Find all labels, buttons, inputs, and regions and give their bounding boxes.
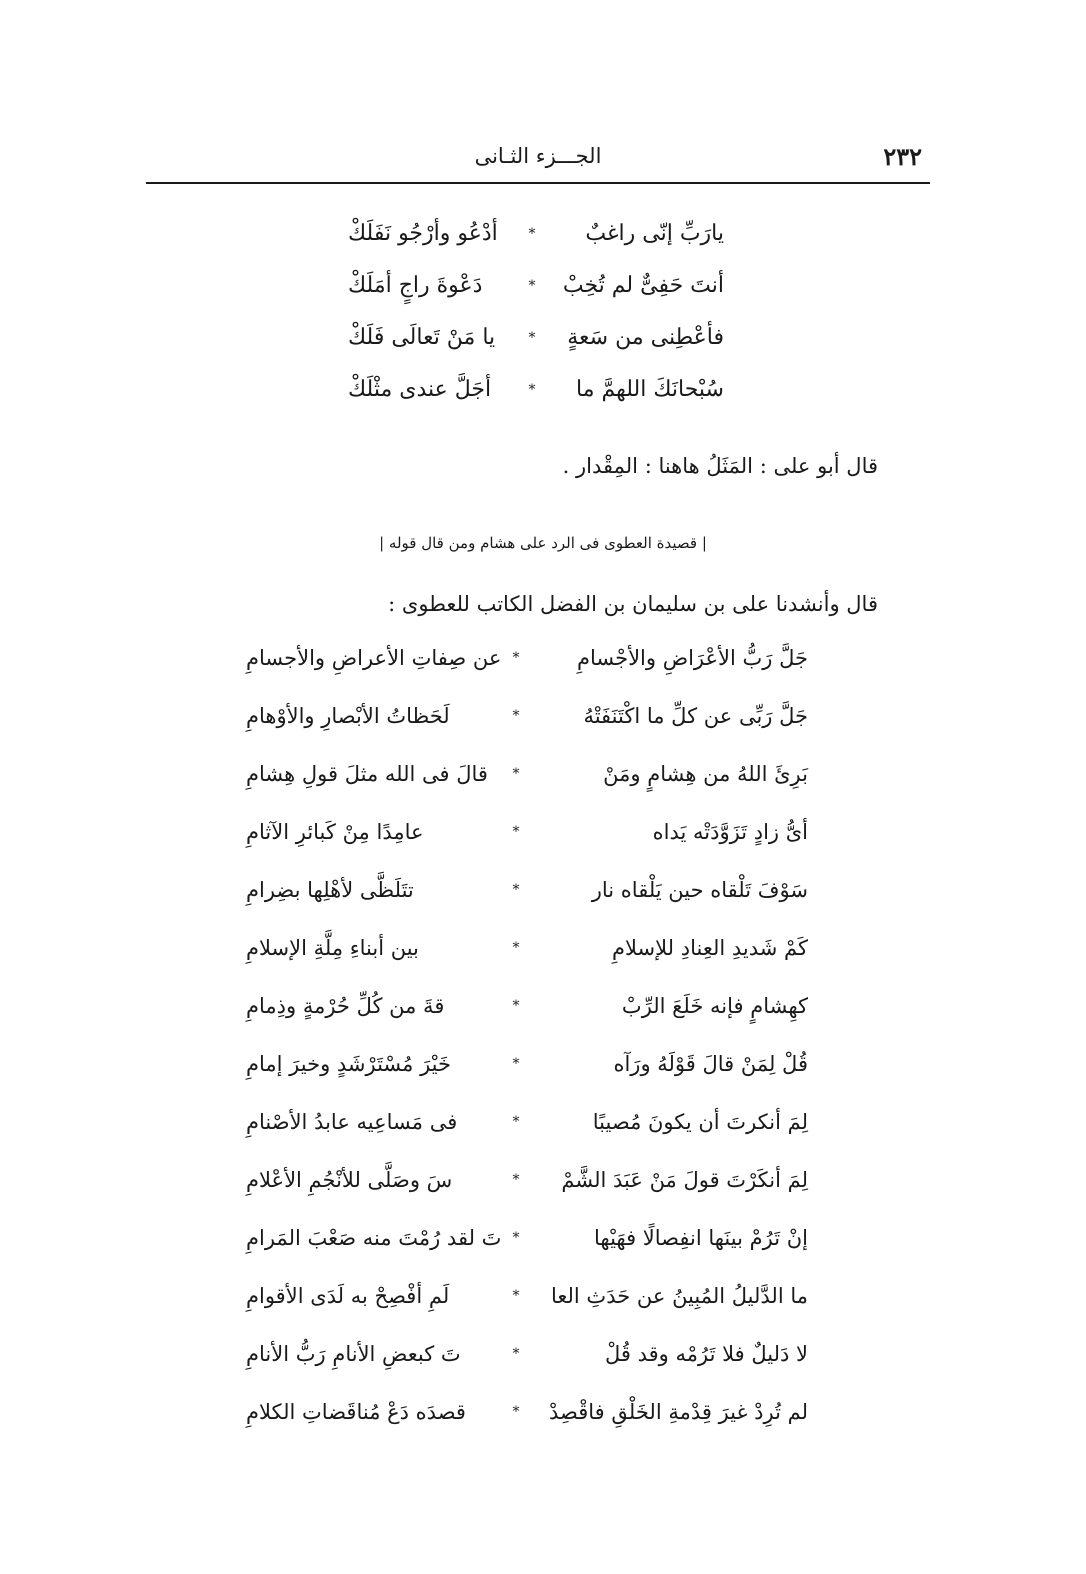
verse-separator: * [512, 1114, 520, 1130]
verse-second-hemistich: تَ لقد رُمْتَ منه صَعْبَ المَرامِ [246, 1226, 502, 1250]
verse-separator: * [512, 650, 520, 666]
verse-second-hemistich: يا مَنْ تَعالَى فَلَكْ [348, 325, 496, 350]
verse-second-hemistich: عن صِفاتِ الأعراضِ والأجسامِ [246, 646, 502, 670]
verse-second-hemistich: خَيْرَ مُسْتَرْشَدٍ وخيرَ إمامِ [246, 1052, 451, 1076]
verse-first-hemistich: كهِشامٍ فإنه خَلَعَ الرِّبْ [621, 994, 808, 1018]
verse [246, 1334, 808, 1374]
verse [246, 986, 808, 1026]
poem-introduction: قال وأنشدنا على بن سليمان بن الفضل الكاتب للعطوى : [388, 592, 878, 616]
verse-separator: * [528, 278, 536, 294]
verse-first-hemistich: قُلْ لِمَنْ قالَ قَوْلَهُ ورَآه [613, 1052, 808, 1076]
verse [348, 370, 724, 410]
verse-separator: * [512, 1404, 520, 1420]
verse [246, 1102, 808, 1142]
verse-separator: * [512, 1346, 520, 1362]
verse-separator: * [528, 382, 536, 398]
verse-separator: * [512, 766, 520, 782]
verse-first-hemistich: فأعْطِنى من سَعةٍ [567, 325, 724, 350]
verse-first-hemistich: سَوْفَ تَلْقاه حين يَلْقاه نار [591, 878, 808, 902]
verse [246, 1218, 808, 1258]
verse-second-hemistich: أجَلَّ عندى مثْلَكْ [348, 377, 492, 402]
verse-second-hemistich: قةَ من كُلِّ حُرْمةٍ وذِمامِ [246, 994, 445, 1018]
verse-first-hemistich: إنْ تَرُمْ بينَها انفِصالًا فهَيْها [593, 1226, 808, 1250]
verse [246, 754, 808, 794]
verse-second-hemistich: قالَ فى الله مثلَ قولِ هِشامِ [246, 762, 488, 786]
verse-separator: * [512, 1230, 520, 1246]
verse [246, 812, 808, 852]
verse [348, 266, 724, 306]
verse-second-hemistich: لَحَظاتُ الأبْصارِ والأوْهامِ [246, 704, 450, 728]
verse [246, 638, 808, 678]
verse-separator: * [512, 1056, 520, 1072]
verse-separator: * [512, 882, 520, 898]
verse-separator: * [512, 940, 520, 956]
verse-second-hemistich: أدْعُو وأرْجُو نَفَلَكْ [348, 221, 498, 246]
verse [246, 1276, 808, 1316]
verse-second-hemistich: سَ وصَلَّى للأنْجُمِ الأعْلامِ [246, 1168, 453, 1192]
verse-separator: * [512, 824, 520, 840]
verse-first-hemistich: ما الدَّليلُ المُبِينُ عن حَدَثِ العا [550, 1284, 808, 1308]
verse-second-hemistich: دَعْوةَ راجٍ أمَلَكْ [348, 273, 483, 298]
verse-separator: * [512, 1288, 520, 1304]
verse-first-hemistich: لِمَ أنكَرْتَ قولَ مَنْ عَبَدَ الشَّمْ [561, 1168, 808, 1192]
verse-first-hemistich: بَرِئَ اللهُ من هِشامٍ ومَنْ [603, 762, 808, 786]
verse [246, 928, 808, 968]
verse [246, 1160, 808, 1200]
verse-second-hemistich: تتَلَظَّى لأهْلِها بضِرامِ [246, 878, 414, 902]
verse-second-hemistich: قصدَه دَعْ مُناقَضاتِ الكلامِ [246, 1400, 466, 1424]
verse-second-hemistich: تَ كبعضِ الأنامِ رَبُّ الأنامِ [246, 1342, 461, 1366]
page-header [146, 138, 930, 184]
verse-first-hemistich: لم تُرِدْ غيرَ قِدْمةِ الخَلْقِ فاقْصِدْ [549, 1400, 808, 1424]
running-title: الجـــزء الثـانى [474, 144, 602, 168]
verse-separator: * [528, 226, 536, 242]
verse [348, 318, 724, 358]
verse-separator: * [512, 998, 520, 1014]
verse [246, 870, 808, 910]
section-heading: | قصيدة العطوى فى الرد على هشام ومن قال قوله | [379, 534, 707, 552]
verse [348, 214, 724, 254]
verse [246, 1044, 808, 1084]
verse-first-hemistich: أنتَ حَفِىٌّ لم تُخِبْ [562, 273, 724, 298]
verse-second-hemistich: بين أبناءِ مِلَّةِ الإسلامِ [246, 936, 419, 960]
verse-second-hemistich: فى مَساعِيه عابدُ الأصْنامِ [246, 1110, 458, 1134]
verse-first-hemistich: لا دَليلٌ فلا تَرُمْه وقد قُلْ [605, 1342, 808, 1366]
verse-first-hemistich: لِمَ أنكرتَ أن يكونَ مُصيبًا [592, 1110, 808, 1134]
verse [246, 1392, 808, 1432]
verse-first-hemistich: جَلَّ رَبُّ الأعْرَاضِ والأجْسامِ [576, 646, 808, 670]
verse-first-hemistich: سُبْحانَكَ اللهمَّ ما [576, 377, 724, 402]
verse-second-hemistich: عامِدًا مِنْ كَبائرِ الآثامِ [246, 820, 424, 844]
verse-first-hemistich: أىُّ زادٍ تَزَوَّدَتْه يَداه [652, 820, 808, 844]
verse-second-hemistich: لَمِ أفْصِحْ به لَدَى الأقوامِ [246, 1284, 450, 1308]
verse-separator: * [512, 708, 520, 724]
verse [246, 696, 808, 736]
verse-first-hemistich: جَلَّ رَبِّى عن كلِّ ما اكْتَنَفَتْهُ [583, 704, 808, 728]
verse-first-hemistich: يارَبِّ إنّى راغبٌ [585, 221, 724, 246]
page-number: ٢٣٢ [883, 142, 922, 171]
commentary-note: قال أبو على : المَثَلُ هاهنا : المِقْدار . [562, 454, 878, 478]
verse-separator: * [528, 330, 536, 346]
verse-first-hemistich: كَمْ شَديدِ العِنادِ للإسلامِ [612, 936, 808, 960]
verse-separator: * [512, 1172, 520, 1188]
